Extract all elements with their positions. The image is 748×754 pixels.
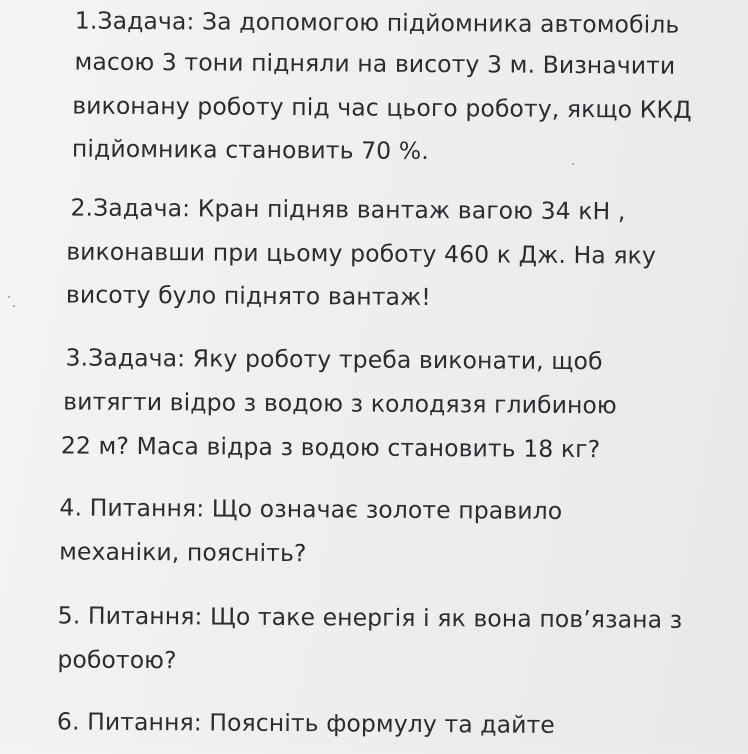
question-4-line-2: механіки, поясніть? (59, 537, 307, 568)
question-5-line-1: 5. Питання: Що таке енергія і як вона пов’язана з (57, 601, 683, 634)
paper-speck (8, 296, 10, 298)
task-1-line-3: виконану роботу під час цього роботу, якщо ККД (72, 91, 692, 124)
question-4-line-1: 4. Питання: Що означає золоте правило (59, 493, 563, 525)
paper-speck (13, 305, 15, 307)
task-3-line-2: витягти відро з водою з колодязя глибиною (63, 387, 617, 420)
task-3-line-1: 3.Задача: Яку роботу треба виконати, щоб (65, 343, 603, 376)
paper-speck (572, 163, 574, 165)
task-1-line-2: масою 3 тони підняли на висоту 3 м. Визначити (74, 47, 676, 80)
question-6-line-1: 6. Питання: Поясніть формулу та дайте (56, 707, 555, 739)
task-1-line-4: підйомника становить 70 %. (71, 134, 429, 165)
task-2-line-3: висоту було піднято вантаж! (65, 280, 431, 312)
task-2-line-1: 2.Задача: Кран підняв вантаж вагою 34 кН , (70, 193, 626, 226)
question-5-line-2: роботою? (57, 645, 177, 675)
task-2-line-2: виконавши при цьому роботу 460 к Дж. На яку (66, 237, 657, 270)
task-3-line-3: 22 м? Маса відра з водою становить 18 кг? (60, 431, 601, 464)
task-1-line-1: 1.Задача: За допомогою підйомника автомобіль (74, 6, 680, 39)
